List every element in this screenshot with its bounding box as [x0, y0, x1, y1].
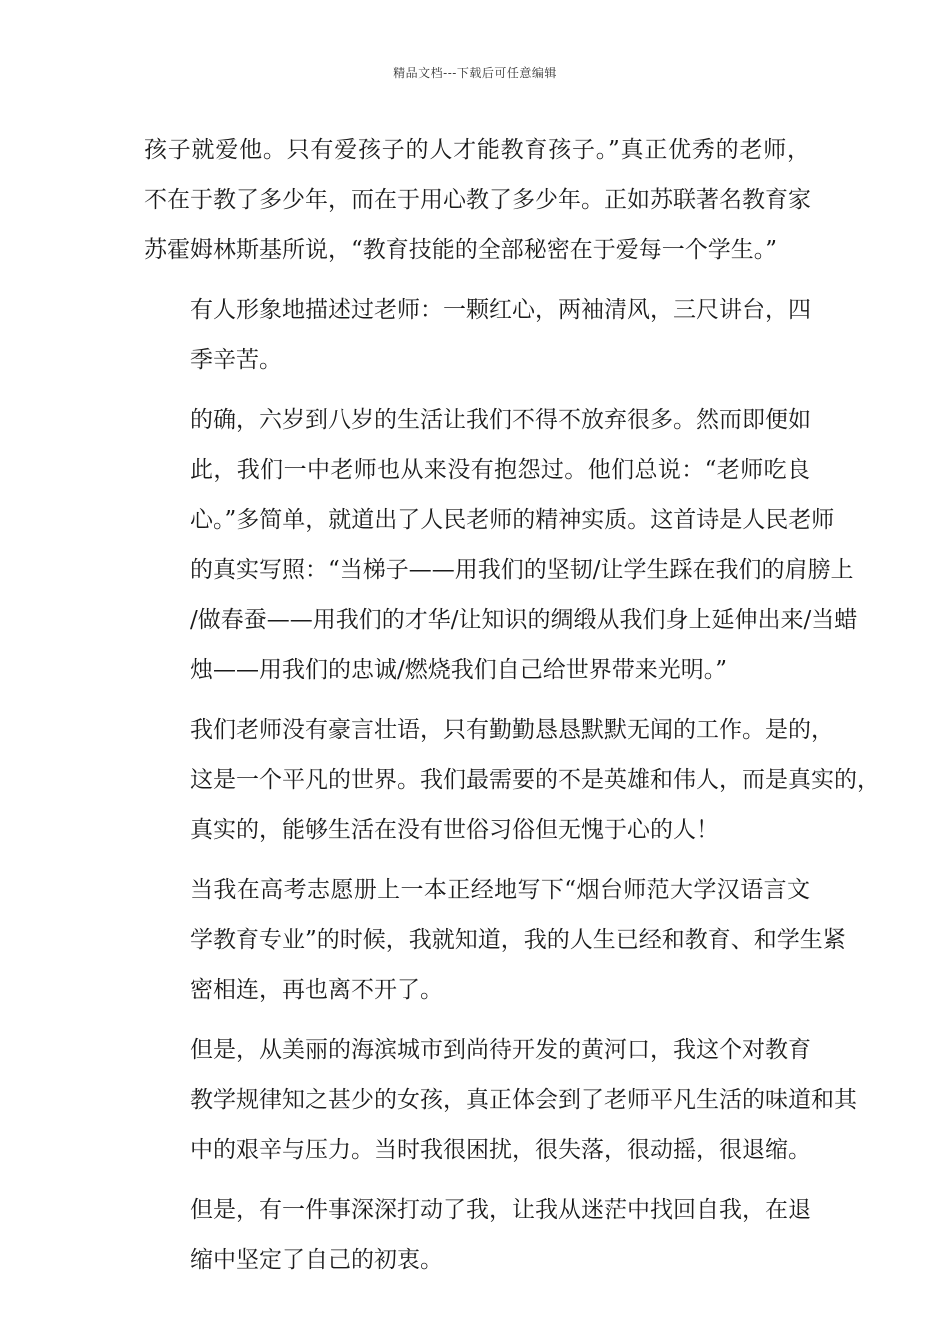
text-line: 真实的，能够生活在没有世俗习俗但无愧于心的人！: [190, 817, 719, 843]
text-line: 教学规律知之甚少的女孩，真正体会到了老师平凡生活的味道和其: [190, 1087, 857, 1113]
text-line: 心。”多简单，就道出了人民老师的精神实质。这首诗是人民老师: [190, 507, 835, 533]
paragraph: [144, 705, 880, 855]
text-line: 苏霍姆林斯基所说，“教育技能的全部秘密在于爱每一个学生。”: [144, 237, 778, 263]
paragraph: [144, 1025, 857, 1175]
text-line: /做春蚕——用我们的才华/让知识的绸缎从我们身上延伸出来/当蜡: [190, 607, 858, 633]
text-line: 不在于教了多少年，而在于用心教了多少年。正如苏联著名教育家: [144, 187, 811, 213]
document-body: [144, 125, 880, 1295]
text-line: 的真实写照：“当梯子——用我们的坚韧/让学生踩在我们的肩膀上: [190, 557, 854, 583]
text-line: 当我在高考志愿册上一本正经地写下“烟台师范大学汉语言文: [190, 877, 810, 903]
paragraph: [144, 285, 810, 385]
text-line: 但是，有一件事深深打动了我，让我从迷茫中找回自我，在退: [190, 1197, 811, 1223]
text-line: 中的艰辛与压力。当时我很困扰，很失落，很动摇，很退缩。: [190, 1137, 811, 1163]
text-line: 缩中坚定了自己的初衷。: [190, 1247, 443, 1273]
text-line: 此，我们一中老师也从来没有抱怨过。他们总说：“老师吃良: [190, 457, 810, 483]
paragraph: [144, 395, 858, 695]
text-line: 的确，六岁到八岁的生活让我们不得不放弃很多。然而即便如: [190, 407, 811, 433]
text-line: 但是，从美丽的海滨城市到尚待开发的黄河口，我这个对教育: [190, 1037, 811, 1063]
text-line: 孩子就爱他。只有爱孩子的人才能教育孩子。”真正优秀的老师，: [144, 137, 810, 163]
text-line: 学教育专业”的时候，我就知道，我的人生已经和教育、和学生紧: [190, 927, 846, 953]
paragraph: [144, 865, 846, 1015]
text-line: 季辛苦。: [190, 347, 282, 373]
text-line: 烛——用我们的忠诚/燃烧我们自己给世界带来光明。”: [190, 657, 728, 683]
text-line: 密相连，再也离不开了。: [190, 977, 443, 1003]
text-line: 有人形象地描述过老师：一颗红心，两袖清风，三尺讲台，四: [190, 297, 811, 323]
paragraph: [144, 125, 810, 275]
page-header: 精品文档---下载后可任意编辑: [393, 66, 557, 80]
paragraph: [144, 1185, 810, 1285]
text-line: 我们老师没有豪言壮语，只有勤勤恳恳默默无闻的工作。是的，: [190, 717, 834, 743]
text-line: 这是一个平凡的世界。我们最需要的不是英雄和伟人，而是真实的，: [190, 767, 880, 793]
